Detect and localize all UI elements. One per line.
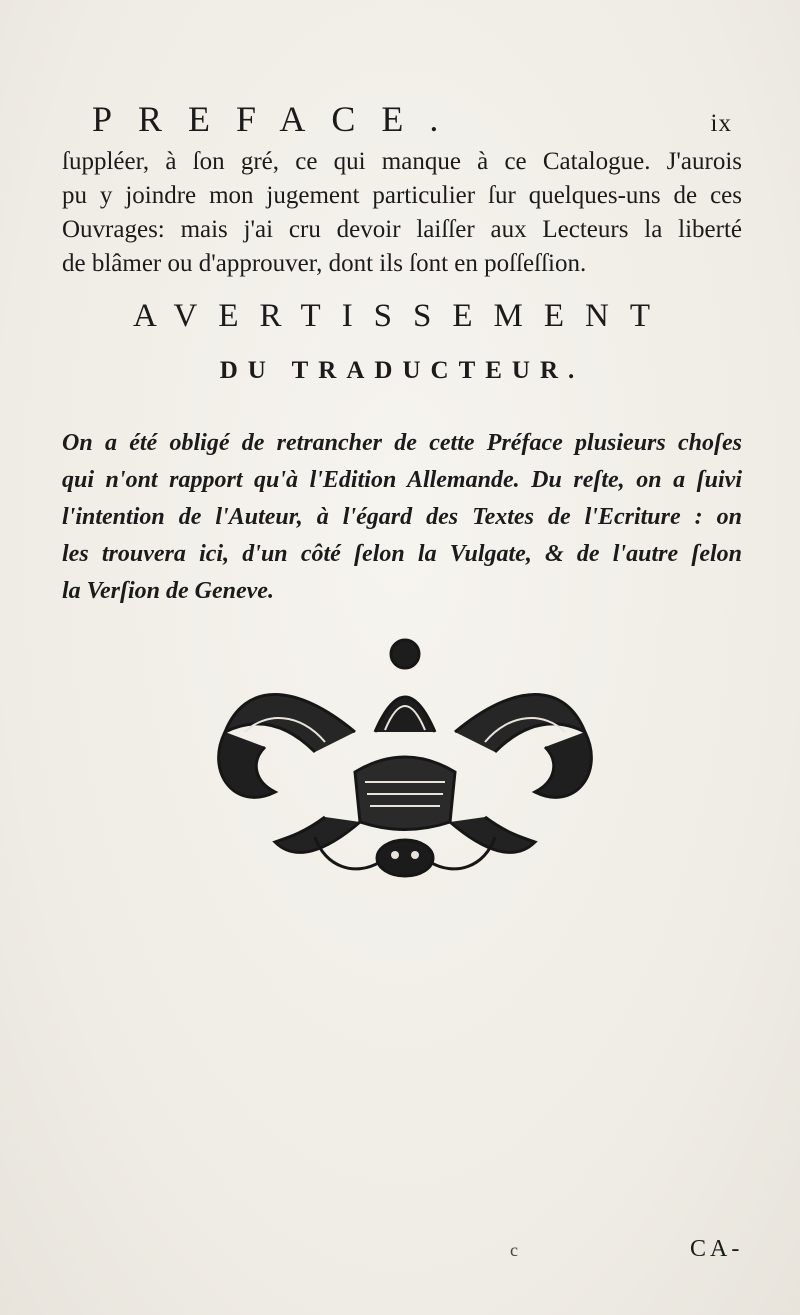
- running-title: PREFACE.: [92, 99, 465, 139]
- notice-paragraph: [62, 425, 742, 610]
- section-heading: AVERTISSEMENT: [132, 298, 672, 334]
- page-number: ix: [710, 110, 732, 137]
- preface-line: de blâmer ou d'approuver, dont ils ſont en poſſeſſion.: [62, 250, 587, 277]
- notice-line: l'intention de l'Auteur, à l'égard des Textes de l'Ecriture : on: [62, 504, 742, 530]
- catchword: CA-: [690, 1236, 744, 1262]
- preface-paragraph: [62, 145, 742, 281]
- preface-line: pu y joindre mon jugement particulier ſur quelques-uns de ces: [62, 182, 742, 209]
- preface-line: Ouvrages: mais j'ai cru devoir laiſſer aux Lecteurs la liberté: [62, 216, 742, 243]
- notice-line: les trouvera ici, d'un côté ſelon la Vulgate, & de l'autre ſelon: [62, 541, 742, 567]
- engraved-tailpiece-ornament-icon: [205, 622, 605, 886]
- preface-line: ſuppléer, à ſon gré, ce qui manque à ce Catalogue. J'aurois: [62, 148, 742, 175]
- section-subheading: DU TRADUCTEUR.: [219, 357, 585, 384]
- running-head: [92, 98, 732, 140]
- notice-line: On a été obligé de retrancher de cette Préface plusieurs choſes: [62, 430, 742, 456]
- signature-mark: c: [510, 1240, 518, 1260]
- notice-line: qui n'ont rapport qu'à l'Edition Allemande. Du reſte, on a ſuivi: [62, 467, 742, 493]
- notice-line: la Verſion de Geneve.: [62, 578, 274, 604]
